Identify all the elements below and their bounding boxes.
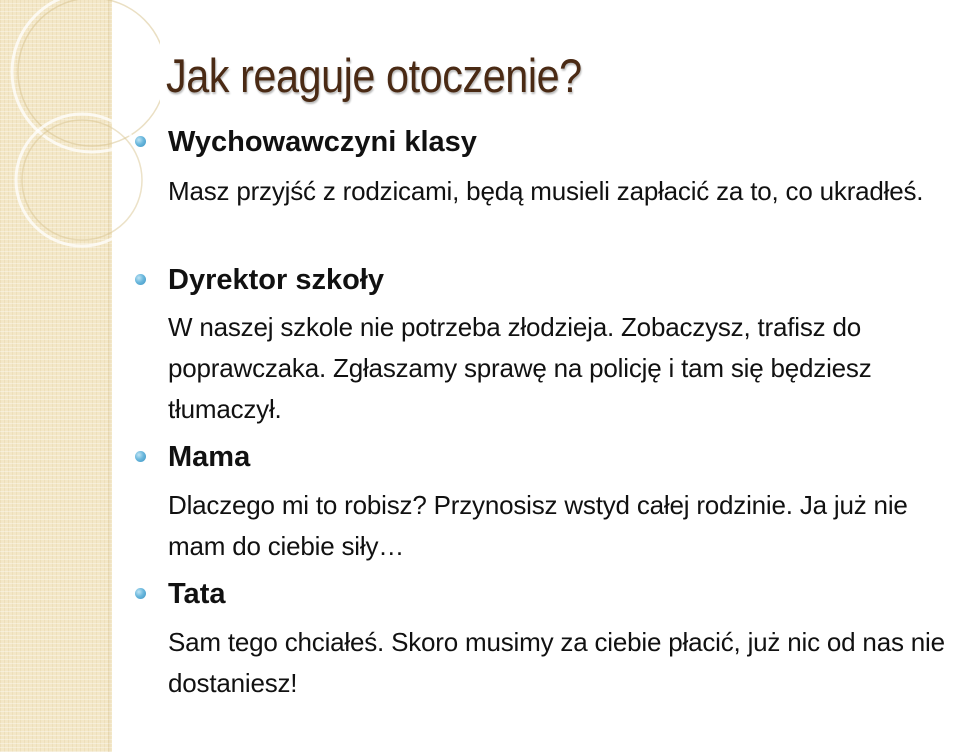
decorative-rings-icon bbox=[0, 0, 160, 300]
bullet-icon bbox=[135, 588, 146, 599]
bullet-icon bbox=[135, 136, 146, 147]
bullet-text: Sam tego chciałeś. Skoro musimy za ciebie płacić, już nic od nas nie dostaniesz! bbox=[168, 627, 945, 698]
slide-title: Jak reaguje otoczenie? bbox=[166, 49, 582, 102]
bullet-heading: Wychowawczyni klasy bbox=[168, 126, 477, 158]
bullet-icon bbox=[135, 451, 146, 462]
bullet-heading: Mama bbox=[168, 441, 251, 473]
bullet-text: Masz przyjść z rodzicami, będą musieli zapłacić za to, co ukradłeś. bbox=[168, 176, 924, 206]
bullet-icon bbox=[135, 274, 146, 285]
bullet-heading: Tata bbox=[168, 578, 226, 610]
bullet-text: Dlaczego mi to robisz? Przynosisz wstyd całej rodzinie. Ja już nie mam do ciebie siły… bbox=[168, 490, 908, 561]
bullet-heading: Dyrektor szkoły bbox=[168, 264, 384, 296]
bullet-text: W naszej szkole nie potrzeba złodzieja. Zobaczysz, trafisz do poprawczaka. Zgłaszamy sprawę na policję i tam się będziesz tłumaczył. bbox=[168, 312, 872, 424]
